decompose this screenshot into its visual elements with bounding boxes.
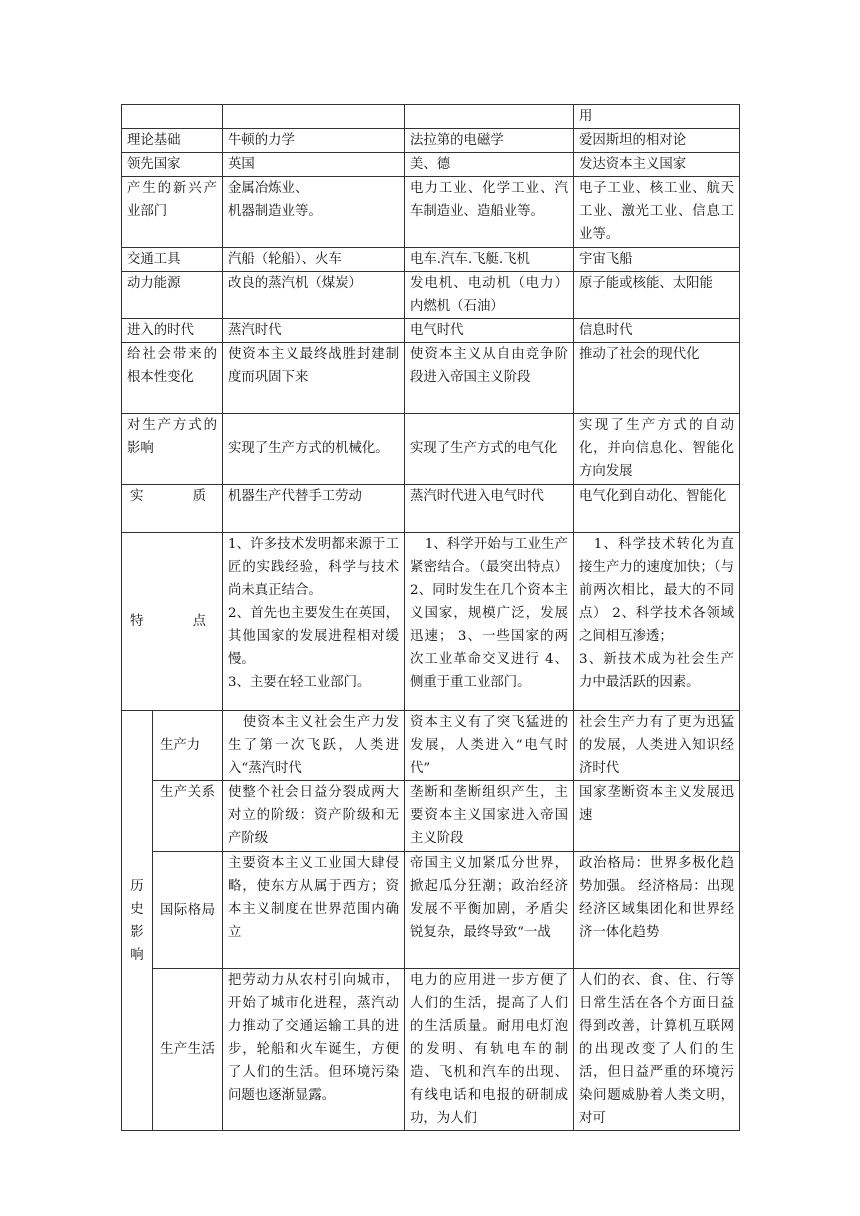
cell: 实现了生产方式的自动化，并向信息化、智能化方向发展 xyxy=(574,414,740,485)
row-label: 进入的时代 xyxy=(122,319,223,343)
cell: 电力工业、化学工业、汽车制造业、造船业等。 xyxy=(405,177,574,248)
row-label: 生产生活 xyxy=(153,969,223,1131)
cell: 电气化到自动化、智能化 xyxy=(574,485,740,533)
table-row xyxy=(122,153,740,177)
cell: 蒸汽时代进入电气时代 xyxy=(405,485,574,533)
cell: 英国 xyxy=(223,153,405,177)
cell: 电车.汽车.飞艇.飞机 xyxy=(405,248,574,272)
comparison-table xyxy=(121,104,740,1131)
cell: 改良的蒸汽机（煤炭） xyxy=(223,272,405,319)
cell: 1、科学技术转化为直接生产力的速度加快；（与前两次相比，最大的不同点） 2、科学技术各领域之间相互渗透； 3、新技术成为社会生产力中最活跃的因素。 xyxy=(574,533,740,711)
row-label: 交通工具 xyxy=(122,248,223,272)
table-row xyxy=(122,129,740,153)
cell: 发达资本主义国家 xyxy=(574,153,740,177)
cell: 使整个社会日益分裂成两大对立的阶级：资产阶级和无产阶级 xyxy=(223,781,405,852)
cell: 国家垄断资本主义发展迅速 xyxy=(574,781,740,852)
cell: 垄断和垄断组织产生，主要资本主义国家进入帝国主义阶段 xyxy=(405,781,574,852)
row-label: 生产力 xyxy=(153,711,223,781)
cell: 牛顿的力学 xyxy=(223,129,405,153)
cell: 实现了生产方式的电气化 xyxy=(405,414,574,485)
cell: 发电机、电动机（电力）内燃机（石油） xyxy=(405,272,574,319)
cell: 把劳动力从农村引向城市，开始了城市化进程，蒸汽动力推动了交通运输工具的进步，轮船和火车诞生，方便了人们的生活。但环境污染问题也逐渐显露。 xyxy=(223,969,405,1131)
cell: 原子能或核能、太阳能 xyxy=(574,272,740,319)
cell: 电气时代 xyxy=(405,319,574,343)
table-row xyxy=(122,177,740,248)
table-row xyxy=(122,105,740,129)
cell xyxy=(405,105,574,129)
cell: 爱因斯坦的相对论 xyxy=(574,129,740,153)
row-label: 理论基础 xyxy=(122,129,223,153)
cell: 人们的衣、食、住、行等日常生活在各个方面日益得到改善，计算机互联网的出现改变了人们的生活，但日益严重的环境污染问题威胁着人类文明，对可 xyxy=(574,969,740,1131)
table-row xyxy=(122,711,740,781)
cell: 社会生产力有了更为迅猛的发展，人类进入知识经济时代 xyxy=(574,711,740,781)
row-label: 对生产方式的影响 xyxy=(122,414,223,485)
table-row xyxy=(122,852,740,969)
cell: 帝国主义加紧瓜分世界，掀起瓜分狂潮；政治经济发展不平衡加剧，矛盾尖锐复杂，最终导致“一战 xyxy=(405,852,574,969)
row-label: 国际格局 xyxy=(153,852,223,969)
table-row xyxy=(122,272,740,319)
cell: 机器生产代替手工劳动 xyxy=(223,485,405,533)
row-label: 实质 xyxy=(122,485,223,533)
row-label: 生产关系 xyxy=(153,781,223,852)
cell: 资本主义有了突飞猛进的发展，人类进入“电气时代” xyxy=(405,711,574,781)
cell: 1、许多技术发明都来源于工匠的实践经验，科学与技术尚未真正结合。 2、首先也主要发生在英国，其他国家的发展进程相对缓慢。 3、主要在轻工业部门。 xyxy=(223,533,405,711)
table-row xyxy=(122,248,740,272)
history-impact-label: 历史影响 xyxy=(122,711,153,1131)
cell: 主要资本主义工业国大肆侵略，使东方从属于西方；资本主义制度在世界范围内确立 xyxy=(223,852,405,969)
table-row xyxy=(122,969,740,1131)
cell: 使资本主义社会生产力发生了第一次飞跃，人类进入“蒸汽时代 xyxy=(223,711,405,781)
cell: 金属冶炼业、 机器制造业等。 xyxy=(223,177,405,248)
cell: 美、德 xyxy=(405,153,574,177)
cell: 汽船（轮船）、火车 xyxy=(223,248,405,272)
cell: 电力的应用进一步方便了人们的生活，提高了人们的生活质量。耐用电灯泡的发明、有轨电车的制造、飞机和汽车的出现、有线电话和电报的研制成功，为人们 xyxy=(405,969,574,1131)
cell: 使资本主义从自由竞争阶段进入帝国主义阶段 xyxy=(405,343,574,414)
cell: 推动了社会的现代化 xyxy=(574,343,740,414)
table-row xyxy=(122,343,740,414)
cell: 宇宙飞船 xyxy=(574,248,740,272)
row-label: 动力能源 xyxy=(122,272,223,319)
cell: 1、科学开始与工业生产紧密结合。（最突出特点） 2、同时发生在几个资本主义国家，规模广泛，发展迅速； 3、一些国家的两次工业革命交叉进行 4、侧重于重工业部门。 xyxy=(405,533,574,711)
cell: 信息时代 xyxy=(574,319,740,343)
cell: 电子工业、核工业、航天工业、激光工业、信息工业等。 xyxy=(574,177,740,248)
cell: 政治格局：世界多极化趋势加强。 经济格局：出现经济区域集团化和世界经济一体化趋势 xyxy=(574,852,740,969)
cell xyxy=(223,105,405,129)
table-row xyxy=(122,533,740,711)
row-label: 特点 xyxy=(122,533,223,711)
row-label: 领先国家 xyxy=(122,153,223,177)
table-row xyxy=(122,781,740,852)
table-row xyxy=(122,414,740,485)
cell xyxy=(122,105,223,129)
row-label: 给社会带来的根本性变化 xyxy=(122,343,223,414)
cell: 用 xyxy=(574,105,740,129)
table-row xyxy=(122,319,740,343)
cell: 法拉第的电磁学 xyxy=(405,129,574,153)
row-label: 产生的新兴产业部门 xyxy=(122,177,223,248)
cell: 蒸汽时代 xyxy=(223,319,405,343)
table-row xyxy=(122,485,740,533)
cell: 使资本主义最终战胜封建制度而巩固下来 xyxy=(223,343,405,414)
cell: 实现了生产方式的机械化。 xyxy=(223,414,405,485)
